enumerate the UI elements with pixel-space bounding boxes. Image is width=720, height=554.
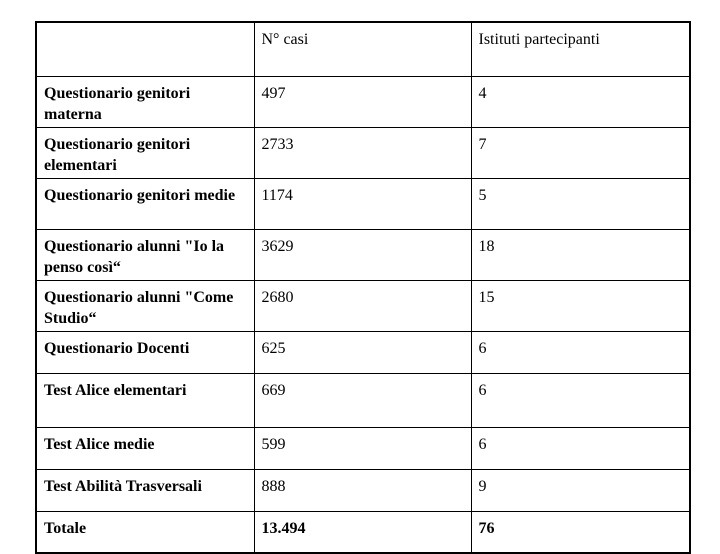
row-label: Questionario alunni "Io la penso così“: [36, 229, 254, 280]
row-casi: 2733: [254, 127, 471, 178]
row-casi: 3629: [254, 229, 471, 280]
total-row: [36, 511, 690, 553]
row-label: Questionario genitori medie: [36, 178, 254, 229]
row-casi: 669: [254, 373, 471, 427]
row-label: Questionario alunni "Come Studio“: [36, 280, 254, 331]
row-casi: 888: [254, 469, 471, 511]
table-row: [36, 373, 690, 427]
row-casi: 1174: [254, 178, 471, 229]
table-row: [36, 127, 690, 178]
row-label: Test Abilità Trasversali: [36, 469, 254, 511]
row-istituti: 18: [471, 229, 690, 280]
row-istituti: 6: [471, 331, 690, 373]
total-istituti: 76: [471, 511, 690, 553]
table-row: [36, 178, 690, 229]
row-istituti: 5: [471, 178, 690, 229]
row-casi: 2680: [254, 280, 471, 331]
row-istituti: 4: [471, 76, 690, 127]
total-casi: 13.494: [254, 511, 471, 553]
row-istituti: 15: [471, 280, 690, 331]
header-row: [36, 22, 690, 76]
header-istituti: Istituti partecipanti: [471, 22, 690, 76]
row-casi: 599: [254, 427, 471, 469]
row-label: Test Alice elementari: [36, 373, 254, 427]
table-row: [36, 229, 690, 280]
row-casi: 625: [254, 331, 471, 373]
header-casi: N° casi: [254, 22, 471, 76]
table-row: [36, 280, 690, 331]
row-label: Questionario Docenti: [36, 331, 254, 373]
total-label: Totale: [36, 511, 254, 553]
table-row: [36, 427, 690, 469]
row-istituti: 7: [471, 127, 690, 178]
row-istituti: 6: [471, 373, 690, 427]
table-row: [36, 331, 690, 373]
data-table: [35, 21, 691, 554]
row-label: Test Alice medie: [36, 427, 254, 469]
row-istituti: 9: [471, 469, 690, 511]
row-label: Questionario genitori materna: [36, 76, 254, 127]
row-istituti: 6: [471, 427, 690, 469]
table-row: [36, 76, 690, 127]
row-label: Questionario genitori elementari: [36, 127, 254, 178]
header-empty: [36, 22, 254, 76]
row-casi: 497: [254, 76, 471, 127]
table-row: [36, 469, 690, 511]
